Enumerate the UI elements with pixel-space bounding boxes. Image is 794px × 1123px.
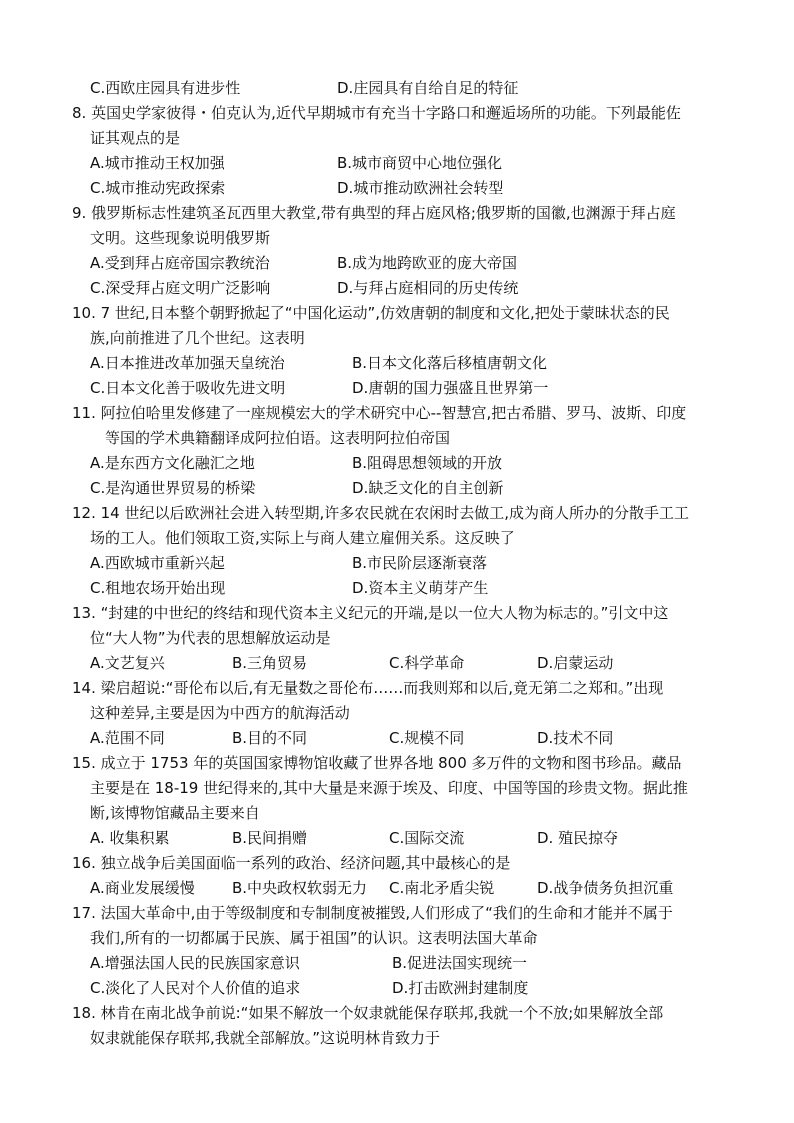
question-stem: 等国的学术典籍翻译成阿拉伯语。这表明阿拉伯帝国 xyxy=(105,429,451,447)
question-stem: 17. 法国大革命中,由于等级制度和专制制度被摧毁,人们形成了“我们的生命和才能并不属于 xyxy=(72,904,673,922)
option-c[interactable]: C.租地农场开始出现 xyxy=(90,579,226,597)
option-b[interactable]: B.成为地跨欧亚的庞大帝国 xyxy=(337,254,518,272)
question-stem: 奴隶就能保存联邦,我就全部解放。”这说明林肯致力于 xyxy=(90,1029,441,1047)
option-d[interactable]: D. 殖民掠夺 xyxy=(537,829,619,847)
option-d[interactable]: D.与拜占庭相同的历史传统 xyxy=(337,279,519,297)
option-a[interactable]: A.是东西方文化融汇之地 xyxy=(90,454,255,472)
option-d[interactable]: D.启蒙运动 xyxy=(537,654,614,672)
option-c[interactable]: C.南北矛盾尖锐 xyxy=(389,879,495,897)
option-c[interactable]: C.科学革命 xyxy=(389,654,465,672)
option-c[interactable]: C.是沟通世界贸易的桥梁 xyxy=(90,479,256,497)
option-a[interactable]: A.日本推进改革加强天皇统治 xyxy=(90,354,285,372)
question-stem: 14. 梁启超说:“哥伦布以后,有无量数之哥伦布……而我则郑和以后,竟无第二之郑和。”出现 xyxy=(72,679,664,697)
option-d[interactable]: D.技术不同 xyxy=(537,729,614,747)
option-c[interactable]: C.日本文化善于吸收先进文明 xyxy=(90,379,286,397)
question-stem: 12. 14 世纪以后欧洲社会进入转型期,许多农民就在农闲时去做工,成为商人所办的分散手工工 xyxy=(72,504,690,522)
option-d[interactable]: D.缺乏文化的自主创新 xyxy=(352,479,504,497)
question-stem: 16. 独立战争后美国面临一系列的政治、经济问题,其中最核心的是 xyxy=(72,854,511,872)
option-a[interactable]: A.范围不同 xyxy=(90,729,165,747)
option-d[interactable]: D.打击欧洲封建制度 xyxy=(392,979,529,997)
question-stem: 8. 英国史学家彼得・伯克认为,近代早期城市有充当十字路口和邂逅场所的功能。下列最能佐 xyxy=(72,104,681,122)
option-b[interactable]: B.阻碍思想领域的开放 xyxy=(352,454,503,472)
option-d[interactable]: D.庄园具有自给自足的特征 xyxy=(337,79,519,97)
question-stem: 18. 林肯在南北战争前说:“如果不解放一个奴隶就能保存联邦,我就一个不放;如果解放全部 xyxy=(72,1004,664,1022)
question-stem: 这种差异,主要是因为中西方的航海活动 xyxy=(90,704,350,722)
option-c[interactable]: C.规模不同 xyxy=(389,729,465,747)
question-stem: 10. 7 世纪,日本整个朝野掀起了“中国化运动”,仿效唐朝的制度和文化,把处于蒙昧状态的民 xyxy=(72,304,670,322)
option-b[interactable]: B.市民阶层逐渐衰落 xyxy=(352,554,488,572)
option-b[interactable]: B.民间捐赠 xyxy=(232,829,308,847)
option-a[interactable]: A.商业发展缓慢 xyxy=(90,879,195,897)
option-a[interactable]: A.受到拜占庭帝国宗教统治 xyxy=(90,254,270,272)
option-a[interactable]: A.城市推动王权加强 xyxy=(90,154,225,172)
question-stem: 位“大人物”为代表的思想解放运动是 xyxy=(90,629,331,647)
question-stem: 证其观点的是 xyxy=(90,129,181,147)
option-b[interactable]: B.城市商贸中心地位强化 xyxy=(337,154,503,172)
option-a[interactable]: A.西欧城市重新兴起 xyxy=(90,554,225,572)
question-stem: 文明。这些现象说明俄罗斯 xyxy=(90,229,271,247)
option-c[interactable]: C.城市推动宪政探索 xyxy=(90,179,226,197)
option-d[interactable]: D.唐朝的国力强盛且世界第一 xyxy=(352,379,549,397)
option-a[interactable]: A.增强法国人民的民族国家意识 xyxy=(90,954,300,972)
option-d[interactable]: D.城市推动欧洲社会转型 xyxy=(337,179,504,197)
option-a[interactable]: A. 收集积累 xyxy=(90,829,170,847)
question-stem: 我们,所有的一切都属于民族、属于祖国”的认识。这表明法国大革命 xyxy=(90,929,538,947)
question-stem: 9. 俄罗斯标志性建筑圣瓦西里大教堂,带有典型的拜占庭风格;俄罗斯的国徽,也渊源于拜占庭 xyxy=(72,204,676,222)
question-stem: 主要是在 18-19 世纪得来的,其中大量是来源于埃及、印度、中国等国的珍贵文物。据此推 xyxy=(90,779,688,797)
question-stem: 13. “封建的中世纪的终结和现代资本主义纪元的开端,是以一位大人物为标志的。”引文中这 xyxy=(72,604,669,622)
question-stem: 15. 成立于 1753 年的英国国家博物馆收藏了世界各地 800 多万件的文物和图书珍品。藏品 xyxy=(72,754,682,772)
question-stem: 11. 阿拉伯哈里发修建了一座规模宏大的学术研究中心--智慧宫,把古希腊、罗马、波斯、印度 xyxy=(72,404,687,422)
question-stem: 断,该博物馆藏品主要来自 xyxy=(90,804,260,822)
option-a[interactable]: A.文艺复兴 xyxy=(90,654,165,672)
question-stem: 族,向前推进了几个世纪。这表明 xyxy=(90,329,305,347)
option-b[interactable]: B.促进法国实现统一 xyxy=(392,954,528,972)
option-c[interactable]: C.深受拜占庭文明广泛影响 xyxy=(90,279,271,297)
option-c[interactable]: C.国际交流 xyxy=(389,829,465,847)
option-c[interactable]: C.西欧庄园具有进步性 xyxy=(90,79,241,97)
option-b[interactable]: B.三角贸易 xyxy=(232,654,308,672)
option-c[interactable]: C.淡化了人民对个人价值的追求 xyxy=(90,979,301,997)
option-b[interactable]: B.目的不同 xyxy=(232,729,308,747)
option-b[interactable]: B.中央政权软弱无力 xyxy=(232,879,368,897)
question-stem: 场的工人。他们领取工资,实际上与商人建立雇佣关系。这反映了 xyxy=(90,529,515,547)
option-d[interactable]: D.资本主义萌芽产生 xyxy=(352,579,489,597)
option-d[interactable]: D.战争债务负担沉重 xyxy=(537,879,674,897)
option-b[interactable]: B.日本文化落后移植唐朝文化 xyxy=(352,354,548,372)
